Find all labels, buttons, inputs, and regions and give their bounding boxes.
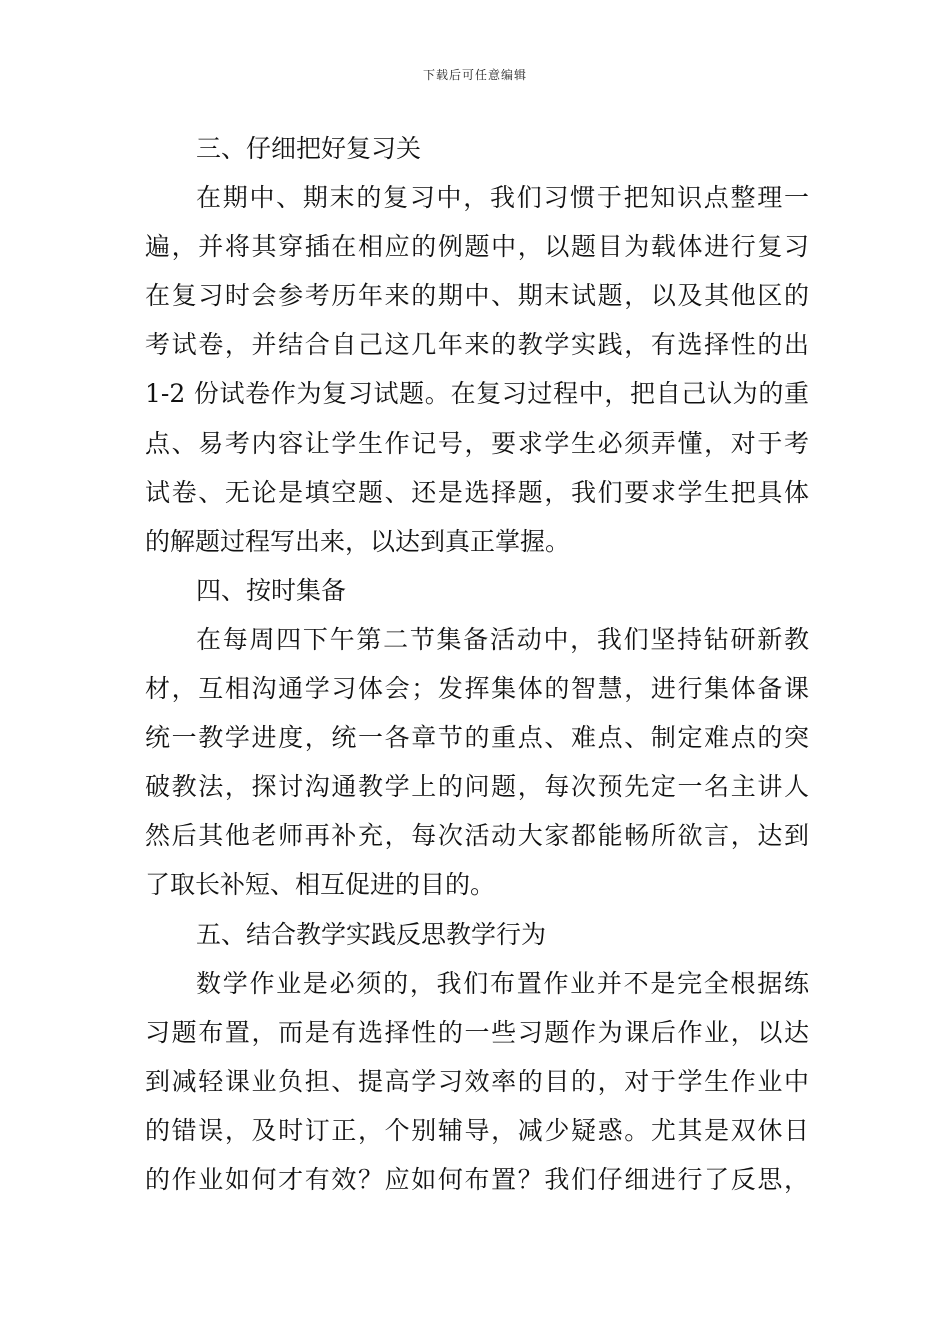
document-body [145, 124, 809, 1204]
text-line: 点、易考内容让学生作记号，要求学生必须弄懂，对于考 [145, 428, 809, 458]
text-line: 到减轻课业负担、提高学习效率的目的，对于学生作业中 [145, 1066, 809, 1096]
text-line: 在复习时会参考历年来的期中、期末试题，以及其他区的 [145, 281, 809, 311]
text-line: 的作业如何才有效？应如何布置？我们仔细进行了反思， [145, 1164, 809, 1194]
text-line: 考试卷，并结合自己这几年来的教学实践，有选择性的出 [145, 330, 809, 360]
text-line: 了取长补短、相互促进的目的。 [145, 870, 496, 900]
text-line: 五、结合教学实践反思教学行为 [196, 919, 547, 949]
text-line: 材，互相沟通学习体会；发挥集体的智慧，进行集体备课 [145, 674, 809, 704]
header-note: 下载后可任意编辑 [422, 68, 527, 82]
text-line: 破教法，探讨沟通教学上的问题，每次预先定一名主讲人 [145, 772, 809, 802]
text-line: 数学作业是必须的，我们布置作业并不是完全根据练 [196, 968, 809, 998]
text-line: 四、按时集备 [196, 575, 347, 605]
text-line: 在每周四下午第二节集备活动中，我们坚持钻研新教 [196, 624, 809, 654]
text-line: 在期中、期末的复习中，我们习惯于把知识点整理一 [196, 183, 809, 213]
text-line: 的解题过程写出来，以达到真正掌握。 [145, 526, 571, 556]
text-line: 1-2 份试卷作为复习试题。在复习过程中，把自己认为的重 [145, 379, 809, 409]
text-line: 遍，并将其穿插在相应的例题中，以题目为载体进行复习 [145, 232, 809, 262]
text-line: 试卷、无论是填空题、还是选择题，我们要求学生把具体 [145, 477, 809, 507]
text-line: 三、仔细把好复习关 [196, 134, 422, 163]
text-line: 习题布置，而是有选择性的一些习题作为课后作业，以达 [145, 1017, 809, 1047]
text-line: 统一教学进度，统一各章节的重点、难点、制定难点的突 [145, 723, 809, 753]
text-line: 的错误，及时订正，个别辅导，减少疑惑。尤其是双休日 [145, 1115, 809, 1145]
text-line: 然后其他老师再补充，每次活动大家都能畅所欲言，达到 [145, 821, 809, 851]
